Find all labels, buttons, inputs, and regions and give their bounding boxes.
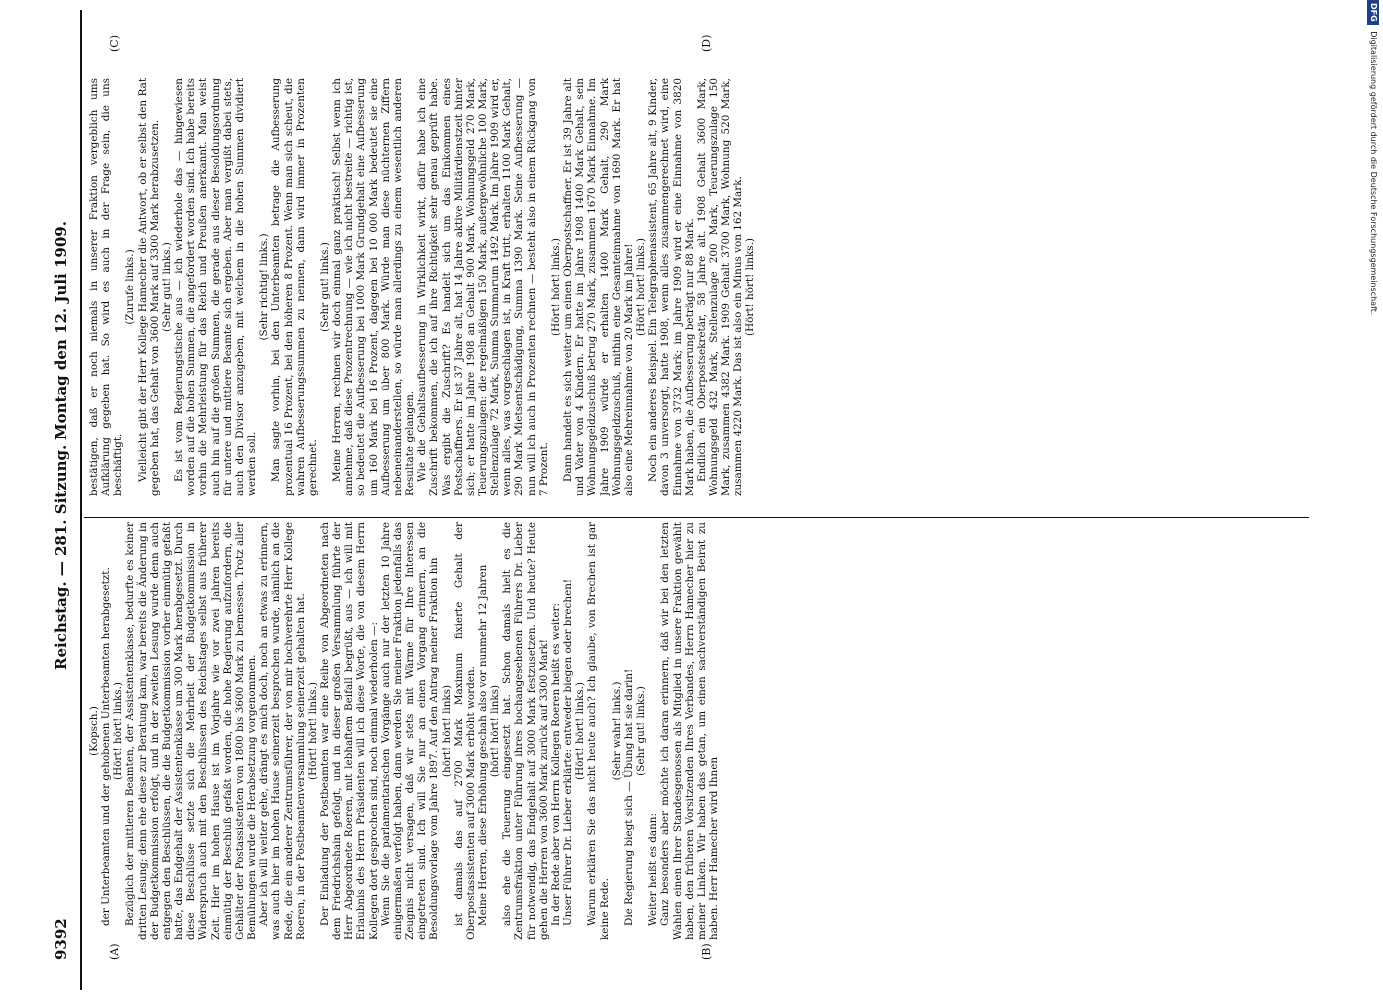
interjection: (Hört! hört! links.)	[635, 238, 648, 336]
paragraph: der Unterbeamten und der gehobenen Unterbeamten herabgesetzt.	[100, 567, 113, 926]
margin-mark-a: (A)	[108, 943, 121, 960]
interjection: (Sehr gut! links.)	[160, 242, 173, 332]
interjection: (Sehr gut! links.)	[318, 242, 331, 332]
paragraph: Meine Herren, rechnen wir doch einmal ganz praktisch! Selbst wenn ich annehme, daß diese Prozentrechnung — wie ich nicht bestreite — richtig ist, so bedeutet die Aufbesserung bei 1000 Mark Grundgehalt eine Aufbesserung um 160 Mark bei 16 Prozent, dagegen bei 10 000 Mark bedeutet sie eine Aufbesserung um über 800 Mark. Würde man diese nüchternen Ziffern nebeneinanderstellen, so würde man allerdings zu einem wesentlich anderen Resultate gelangen.	[331, 78, 417, 496]
header-rule	[80, 10, 82, 990]
right-text-column	[88, 78, 1303, 496]
paragraph: Ganz besonders aber möchte ich daran erinnern, daß wir bei den letzten Wahlen einen Ihrer Standesgenossen als Mitglied in unsere Fraktion gewählt haben, den früheren Vorsitzenden Ihres Verbandes, Herrn Hamecher hier zu meiner Linken. Wir haben das getan, um einen sachverständigen Beirat zu haben. Herr Hamecher wird Ihnen	[659, 522, 720, 940]
page-number: 9392	[52, 918, 70, 960]
paragraph: Aber ich will weiter gehe, drängt es mich doch, noch an etwas zu erinnern, was auch hier im hohen Hause seinerzeit besprochen wurde, nämlich an die Rede, die ein anderer Zentrumsführer, der von mir hochverehrte Herr Kollege Roeren, in der Postbeamtenversammlung seinerzeit gehalten hat.	[258, 522, 307, 940]
paragraph: Noch ein anderes Beispiel. Ein Telegraphenassistent, 65 Jahre alt, 9 Kinder, davon 3 unversorgt, hatte 1908, wenn alles zusammengerechnet wird, eine Einnahme von 3732 Mark; im Jahre 1909 wird er eine Einnahme von 3820 Mark haben, die Aufbesserung beträgt nur 88 Mark.	[647, 78, 696, 496]
margin-mark-b: (B)	[700, 943, 713, 960]
interjection: (Sehr gut! links.)	[635, 686, 648, 776]
session-title: Reichstag. — 281. Sitzung.	[52, 444, 70, 670]
interjection: (Hört! hört! links.)	[744, 238, 757, 336]
interjection: (Hört! hört! links.)	[306, 682, 319, 780]
interjection: (hört! hört! links)	[489, 684, 502, 778]
interjection: (Hört! hört! links.)	[574, 682, 587, 780]
session-date: Montag den 12. Juli 1909.	[52, 221, 70, 440]
column-divider	[84, 517, 1309, 518]
paragraph: Dann handelt es sich weiter um einen Oberpostschaffner. Er ist 39 Jahre alt und Vater von 4 Kindern. Er hatte im Jahre 1908 1400 Mark Gehalt, sein Wohnungsgeldzuschuß betrug 270 Mark, zusammen 1670 Mark Einnahme. Im Jahre 1909 würde er erhalten 1400 Mark Gehalt, 290 Mark Wohnungsgeldzuschuß, mithin eine Gesamteinnahme von 1690 Mark. Er hat also eine Mehreinnahme von 20 Mark im Jahre!	[562, 78, 635, 496]
paragraph: Warum erklären Sie das nicht heute auch? Ich glaube, von Brechen ist gar keine Rede.	[586, 522, 611, 940]
paragraph: ist damals das auf 2700 Mark Maximum fixierte Gehalt der Oberpostassistenten auf 3000 Mark erhöht worden.	[452, 522, 477, 940]
paragraph: Vielleicht gibt der Herr Kollege Hamecher die Antwort, ob er selbst den Rat gegeben hat, das Gehalt von 3600 Mark auf 3300 Mark herabzusetzen.	[136, 78, 161, 496]
credit-text: Digitalisierung gefördert durch die Deutsche Forschungsgemeinschaft.	[1369, 31, 1378, 315]
paragraph: Wenn Sie die parlamentarischen Vorgänge auch nur der letzten 10 Jahre einigermaßen verfolgt haben, dann werden Sie meiner Fraktion jedenfalls das Zeugnis nicht versagen, daß wir stets mit Wärme für Ihre Interessen eingetreten sind. Ich will Sie nur an einen Vorgang erinnern, an die Besoldungsvorlage vom Jahre 1897. Auf den Antrag meiner Fraktion hin	[379, 522, 441, 940]
paragraph: Unser Führer Dr. Lieber erklärte: entweder biegen oder brechen!	[562, 578, 575, 926]
interjection: (Zurufe links.)	[124, 249, 137, 325]
interjection: (hört! hört! links)	[440, 684, 453, 778]
interjection: (Hört! hört! links.)	[549, 238, 562, 336]
paragraph: Wie die Gehaltsaufbesserung in Wirklichkeit wirkt, dafür habe ich eine Zuschrift bekommen, die ich auf ihre Richtigkeit sehr genau geprüft habe. Was ergibt die Zuschrift? Es handelt sich um das Einkommen eines Postschaffners. Er ist 37 Jahre alt, hat 14 Jahre aktive Militärdienstzeit hinter sich; er hatte im Jahre 1908 an Gehalt 900 Mark, Wohnungsgeld 270 Mark, Teuerungszulagen: die regelmäßigen 150 Mark, außergewöhnliche 100 Mark, Stellenzulage 72 Mark, Summa Summarum 1492 Mark. Im Jahre 1909 wird er, wenn alles, was vorgeschlagen ist, in Kraft tritt, erhalten 1100 Mark Gehalt, 290 Mark Mietsentschädigung, Summa 1390 Mark. Seine Aufbesserung — nun will ich auch in Prozenten rechnen — besteht also in einem Rückgang von 7 Prozent.	[416, 78, 550, 496]
left-text-column	[88, 522, 1303, 940]
margin-mark-c: (C)	[108, 35, 121, 52]
paragraph: Endlich ein Oberpostsekretär, 58 Jahre alt. 1908 Gehalt 3600 Mark, Wohnungsgeld 432 Mark, Stellenzulage 200 Mark, Teuerungszulage 150 Mark, zusammen 4382 Mark. 1909 Gehalt 3700 Mark, Wohnung 520 Mark, zusammen 4220 Mark. Das ist also ein Minus von 162 Mark.	[695, 78, 745, 496]
paragraph: Meine Herren, diese Erhöhung geschah also vor nunmehr 12 Jahren	[477, 564, 489, 926]
paragraph: Es ist vom Regierungstische aus — ich wiederhole das — hingewiesen worden auf die hohen Summen, die angefordert worden sind. Ich habe bereits vorhin die Mehrleistung für das Reich und Preußen anerkannt. Man weist auch hin auf die großen Summen, die gerade aus dieser Besoldungsordnung für untere und mittlere Beamte sich ergeben. Aber man vergißt dabei stets, auch den Divisor anzugeben, mit welchem in die hohen Summen dividiert werden soll.	[173, 78, 259, 496]
paragraph: also ehe die Teuerung eingesetzt hat. Schon damals hielt es die Zentrumsfraktion unter Führung ihres hochangesehenen Führers Dr. Lieber für notwendig, das Endgehalt auf 3000 Mark festzusetzen. Und heute? Heute gehen die Herren von 3600 Mark zurück auf 3300 Mark!	[501, 522, 550, 940]
page-header	[52, 40, 74, 960]
paragraph: Weiter heißt es dann:	[647, 813, 660, 926]
margin-mark-d: (D)	[700, 34, 713, 52]
interjection: (Kopsch.)	[88, 706, 100, 756]
interjection: (Sehr richtig! links.)	[258, 233, 271, 341]
paragraph: bestätigen, daß er noch niemals in unserer Fraktion vergeblich ums Aufklärung gegeben hat. So wird es auch in der Frage sein, die uns beschäftigt.	[88, 78, 125, 496]
dfg-logo: DFG	[1367, 0, 1379, 25]
paragraph: Man sagte vorhin, bei den Unterbeamten betrage die Aufbesserung prozentual 16 Prozent, bei den höheren 8 Prozent. Wenn man sich scheut, die wahren Aufbesserungssummen zu nennen, dann wird immer in Prozenten gerechnet.	[270, 78, 319, 496]
interjection: (Sehr wahr! links.)	[610, 681, 623, 781]
paragraph: In der Rede aber von Herrn Kollegen Roeren heißt es weiter:	[549, 603, 562, 926]
paragraph: Die Regierung biegt sich — Übung hat sie darin!	[622, 668, 635, 926]
digitization-credit	[1364, 0, 1382, 1000]
interjection: (Hört! hört! links.)	[112, 682, 125, 780]
paragraph: Der Einladung der Postbeamten war eine Reihe von Abgeordneten nach dem Friedrichshain gefolgt, und in dieser großen Versammlung führte der Herr Abgeordnete Roeren, mit lebhaftem Beifall begrüßt, aus — ich will mit Erlaubnis des Herrn Präsidenten will ich diese Worte, die von diesem Herrn Kollegen dort gesprochen sind, noch einmal wiederholen —:	[318, 522, 380, 940]
paragraph: Bezüglich der mittleren Beamten, der Assistentenklasse, bedurfte es keiner dritten Lesung; denn ehe diese zur Beratung kam, war bereits die Änderung in der Budgetkommission erfolgt, und in der zweiten Lesung wurde denn auch entgegen den Beschlüssen, die die Budgetkommission vorher einmütig gefaßt hatte, das Endgehalt der Assistentenklasse um 300 Mark herabgesetzt. Durch diese Beschlüsse setzte sich die Mehrheit der Budgetkommission in Widerspruch auch mit den Beschlüssen des Reichstages selbst aus früherer Zeit. Hier im hohen Hause ist im Vorjahre wie vor zwei Jahren bereits einmütig der Beschluß gefaßt worden, die hohe Regierung aufzufordern, die Gehälter der Postassistenten von 1800 bis 3600 Mark zu bemessen. Trotz aller Bemühungen wurde die Herabsetzung vorgenommen.	[124, 522, 259, 940]
